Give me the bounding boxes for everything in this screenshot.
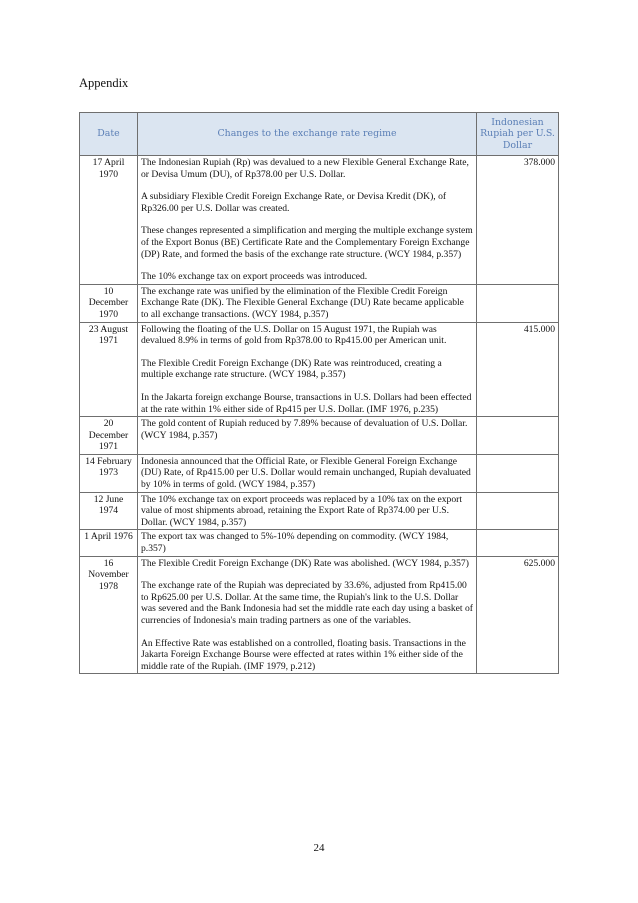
change-paragraph: A subsidiary Flexible Credit Foreign Exchange Rate, or Devisa Kredit (DK), of Rp326.00 per U.S. Dollar was created.	[141, 191, 447, 214]
change-paragraph: The exchange rate of the Rupiah was depreciated by 33.6%, adjusted from Rp415.00 to Rp625.00 per U.S. Dollar. At the same time, the Rupiah's link to the U.S. Dollar was severed and the Bank Indonesia had set the middle rate each day using a basket of currencies of Indonesia's main trading partners as one of the variables.	[141, 580, 473, 626]
row-changes	[138, 156, 477, 285]
table-row	[80, 284, 559, 322]
row-rate	[477, 530, 559, 556]
change-paragraph: These changes represented a simplification and merging the multiple exchange system of the Export Bonus (BE) Certificate Rate and the Complementary Foreign Exchange (DP) Rate, and formed the basis of the exchange rate structure. (WCY 1984, p.357)	[141, 225, 473, 260]
change-paragraph: The Indonesian Rupiah (Rp) was devalued to a new Flexible General Exchange Rate, or Devisa Umum (DU), of Rp378.00 per U.S. Dollar.	[141, 157, 469, 180]
row-date: 23 August 1971	[80, 322, 138, 417]
header-changes: Changes to the exchange rate regime	[138, 113, 477, 156]
row-date: 20 December 1971	[80, 417, 138, 455]
row-changes	[138, 454, 477, 492]
change-paragraph: Following the floating of the U.S. Dollar on 15 August 1971, the Rupiah was devalued 8.9% in terms of gold from Rp378.00 to Rp415.00 per American unit.	[141, 323, 447, 347]
row-date: 17 April 1970	[80, 156, 138, 285]
row-rate	[477, 417, 559, 455]
table-row	[80, 492, 559, 530]
change-paragraph: The Flexible Credit Foreign Exchange (DK) Rate was reintroduced, creating a multiple exchange rate structure. (WCY 1984, p.357)	[141, 357, 442, 381]
row-changes	[138, 556, 477, 674]
row-rate	[477, 492, 559, 530]
change-paragraph: The 10% exchange tax on export proceeds was introduced.	[141, 271, 368, 283]
row-date: 1 April 1976	[80, 530, 138, 556]
row-changes	[138, 417, 477, 455]
exchange-rate-table	[79, 112, 559, 674]
row-changes	[138, 492, 477, 530]
row-date: 12 June 1974	[80, 492, 138, 530]
row-rate: 415.000	[477, 322, 559, 417]
row-date: 16 November 1978	[80, 556, 138, 674]
row-changes	[138, 530, 477, 556]
table-row	[80, 454, 559, 492]
header-rate: Indonesian Rupiah per U.S. Dollar	[477, 113, 559, 156]
table-row	[80, 417, 559, 455]
row-changes	[138, 284, 477, 322]
row-date: 14 February 1973	[80, 454, 138, 492]
change-paragraph: The exchange rate was unified by the elimination of the Flexible Credit Foreign Exchange Rate (DK). The Flexible General Exchange (DU) Rate became applicable to all exchange transactions. (WCY 1984, p.357)	[141, 285, 464, 320]
change-paragraph: Indonesia announced that the Official Rate, or Flexible General Foreign Exchange (DU) Rate, of Rp415.00 per U.S. Dollar would remain unchanged, Rupiah devaluated by 10% in terms of gold. (WCY 1984, p.357)	[141, 455, 471, 491]
table-header-row	[80, 113, 559, 156]
row-date: 10 December 1970	[80, 284, 138, 322]
row-rate	[477, 454, 559, 492]
change-paragraph: The export tax was changed to 5%-10% depending on commodity. (WCY 1984, p.357)	[141, 531, 449, 555]
table-row	[80, 530, 559, 556]
page-heading: Appendix	[79, 76, 129, 90]
row-rate	[477, 284, 559, 322]
table-row	[80, 156, 559, 285]
change-paragraph: The 10% exchange tax on export proceeds was replaced by a 10% tax on the export value of most shipments abroad, retaining the Export Rate of Rp374.00 per U.S. Dollar. (WCY 1984, p.357)	[141, 493, 463, 528]
table-row	[80, 556, 559, 674]
change-paragraph: The gold content of Rupiah reduced by 7.89% because of devaluation of U.S. Dollar. (WCY 1984, p.357)	[141, 418, 468, 441]
change-paragraph: In the Jakarta foreign exchange Bourse, transactions in U.S. Dollars had been effected at the rate within 1% either side of Rp415 per U.S. Dollar. (IMF 1976, p.235)	[141, 391, 472, 415]
row-changes	[138, 322, 477, 417]
change-paragraph: An Effective Rate was established on a controlled, floating basis. Transactions in the Jakarta Foreign Exchange Bourse were effected at rates within 1% either side of the middle rate of the Rupiah. (IMF 1979, p.212)	[141, 637, 466, 672]
change-paragraph: The Flexible Credit Foreign Exchange (DK) Rate was abolished. (WCY 1984, p.357)	[141, 557, 469, 569]
row-rate: 378.000	[477, 156, 559, 285]
table-body	[80, 156, 559, 674]
header-date: Date	[80, 113, 138, 156]
page-number: 24	[313, 842, 325, 854]
row-rate: 625.000	[477, 556, 559, 674]
table-row	[80, 322, 559, 417]
